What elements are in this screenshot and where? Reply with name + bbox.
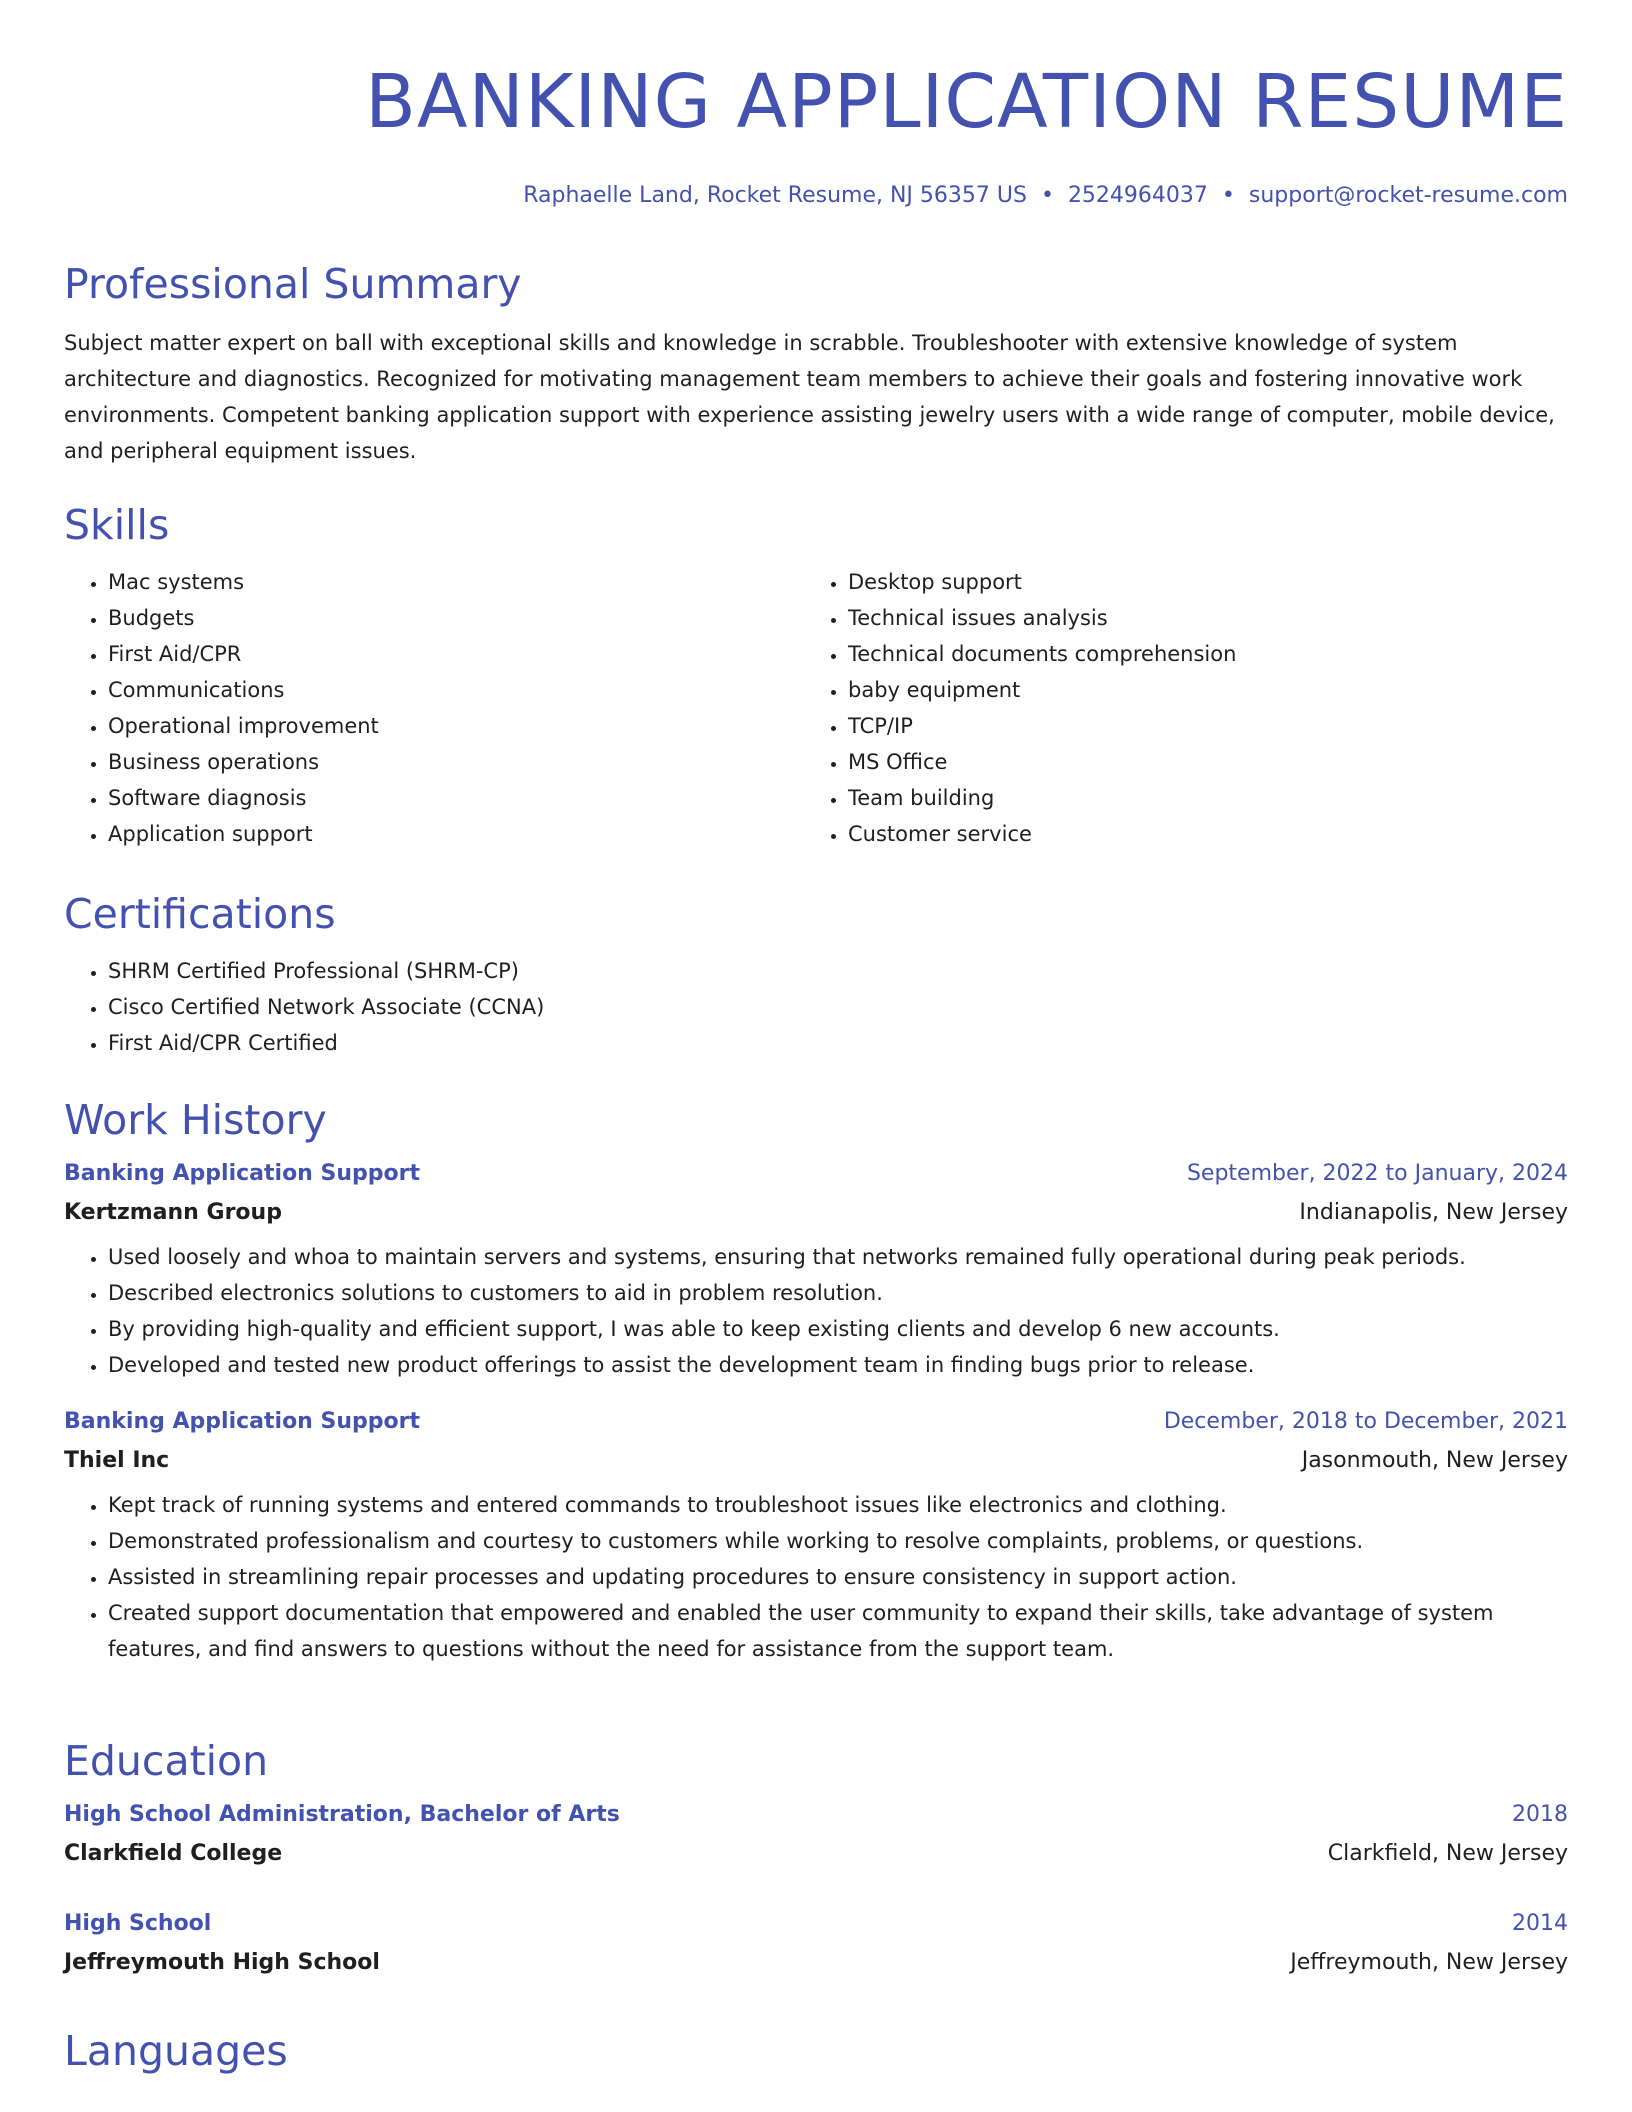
contact-email: support@rocket-resume.com: [1248, 183, 1568, 208]
job-bullet: • Kept track of running systems and entered commands to troubleshoot issues like electronics and clothing.: [108, 1487, 1568, 1523]
work-history-section: [64, 1094, 1568, 1667]
resume-title: BANKING APPLICATION RESUME: [365, 59, 1568, 145]
education-school: Jeffreymouth High School: [64, 1950, 380, 1975]
job-bullet: • Assisted in streamlining repair processes and updating procedures to ensure consistency in support action.: [108, 1559, 1568, 1595]
skills-column-right: [804, 564, 1544, 852]
job-bullet: • Developed and tested new product offerings to assist the development team in finding bugs prior to release.: [108, 1347, 1568, 1383]
skill-item: • Technical documents comprehension: [848, 636, 1544, 672]
education-location: Jeffreymouth, New Jersey: [1290, 1950, 1568, 1975]
summary-text: Subject matter expert on ball with exceptional skills and knowledge in scrabble. Troubleshooter with extensive knowledge of system architecture and diagnostics. Recognized for motivating management team members to achieve their goals and fostering innovative work environments. Competent banking application support with experience assisting jewelry users with a wide range of computer, mobile device, and peripheral equipment issues.: [64, 331, 1555, 463]
contact-address: Raphaelle Land, Rocket Resume, NJ 56357 US: [523, 183, 1027, 208]
certification-item: • SHRM Certified Professional (SHRM-CP): [108, 953, 1568, 989]
job-title: Banking Application Support: [64, 1409, 420, 1434]
summary-section: [64, 258, 1568, 469]
skill-item: • Team building: [848, 780, 1544, 816]
skill-item: • Software diagnosis: [108, 780, 804, 816]
certifications-heading: Certifications: [64, 890, 336, 938]
certifications-section: [64, 888, 1568, 1061]
skill-item: • Communications: [108, 672, 804, 708]
skills-section: [64, 499, 1568, 852]
languages-section: [64, 2025, 1568, 2077]
job-dates: December, 2018 to December, 2021: [1163, 1409, 1568, 1434]
skill-item: • TCP/IP: [848, 708, 1544, 744]
contact-separator: •: [1221, 183, 1235, 208]
skill-item: • Customer service: [848, 816, 1544, 852]
languages-heading: Languages: [64, 2027, 288, 2075]
skills-heading: Skills: [64, 501, 170, 549]
job-bullet: • Used loosely and whoa to maintain servers and systems, ensuring that networks remained fully operational during peak periods.: [108, 1239, 1568, 1275]
education-degree: High School: [64, 1911, 212, 1936]
work-history-heading: Work History: [64, 1096, 327, 1144]
job-entry: [64, 1155, 1568, 1383]
certification-item: • First Aid/CPR Certified: [108, 1025, 1568, 1061]
job-bullet: • Created support documentation that empowered and enabled the user community to expand their skills, take advantage of system features, and find answers to questions without the need for assistance from the support team.: [108, 1595, 1568, 1667]
education-entry: [64, 1905, 1568, 1983]
skill-item: • Business operations: [108, 744, 804, 780]
job-dates: September, 2022 to January, 2024: [1186, 1161, 1568, 1186]
contact-line: [523, 181, 1568, 211]
summary-heading: Professional Summary: [64, 260, 522, 308]
job-employer: Kertzmann Group: [64, 1200, 282, 1225]
education-entry: [64, 1796, 1568, 1874]
education-year: 2018: [1512, 1802, 1568, 1827]
job-location: Indianapolis, New Jersey: [1299, 1200, 1568, 1225]
job-title: Banking Application Support: [64, 1161, 420, 1186]
education-section: [64, 1735, 1568, 1983]
certification-item: • Cisco Certified Network Associate (CCNA): [108, 989, 1568, 1025]
education-heading: Education: [64, 1737, 269, 1785]
skill-item: • Operational improvement: [108, 708, 804, 744]
skill-item: • Desktop support: [848, 564, 1544, 600]
skill-item: • Application support: [108, 816, 804, 852]
contact-separator: •: [1040, 183, 1054, 208]
job-bullet: • Described electronics solutions to customers to aid in problem resolution.: [108, 1275, 1568, 1311]
contact-phone: 2524964037: [1067, 183, 1208, 208]
skill-item: • MS Office: [848, 744, 1544, 780]
job-bullet: • Demonstrated professionalism and courtesy to customers while working to resolve complaints, problems, or questions.: [108, 1523, 1568, 1559]
skill-item: • First Aid/CPR: [108, 636, 804, 672]
skill-item: • baby equipment: [848, 672, 1544, 708]
education-year: 2014: [1512, 1911, 1568, 1936]
skills-column-left: [64, 564, 804, 852]
skill-item: • Technical issues analysis: [848, 600, 1544, 636]
education-school: Clarkfield College: [64, 1841, 283, 1866]
job-entry: [64, 1403, 1568, 1667]
job-location: Jasonmouth, New Jersey: [1301, 1448, 1568, 1473]
skill-item: • Mac systems: [108, 564, 804, 600]
skill-item: • Budgets: [108, 600, 804, 636]
education-location: Clarkfield, New Jersey: [1327, 1841, 1568, 1866]
skills-columns: [64, 564, 1568, 852]
job-bullet: • By providing high-quality and efficient support, I was able to keep existing clients and develop 6 new accounts.: [108, 1311, 1568, 1347]
education-degree: High School Administration, Bachelor of Arts: [64, 1802, 620, 1827]
job-employer: Thiel Inc: [64, 1448, 170, 1473]
